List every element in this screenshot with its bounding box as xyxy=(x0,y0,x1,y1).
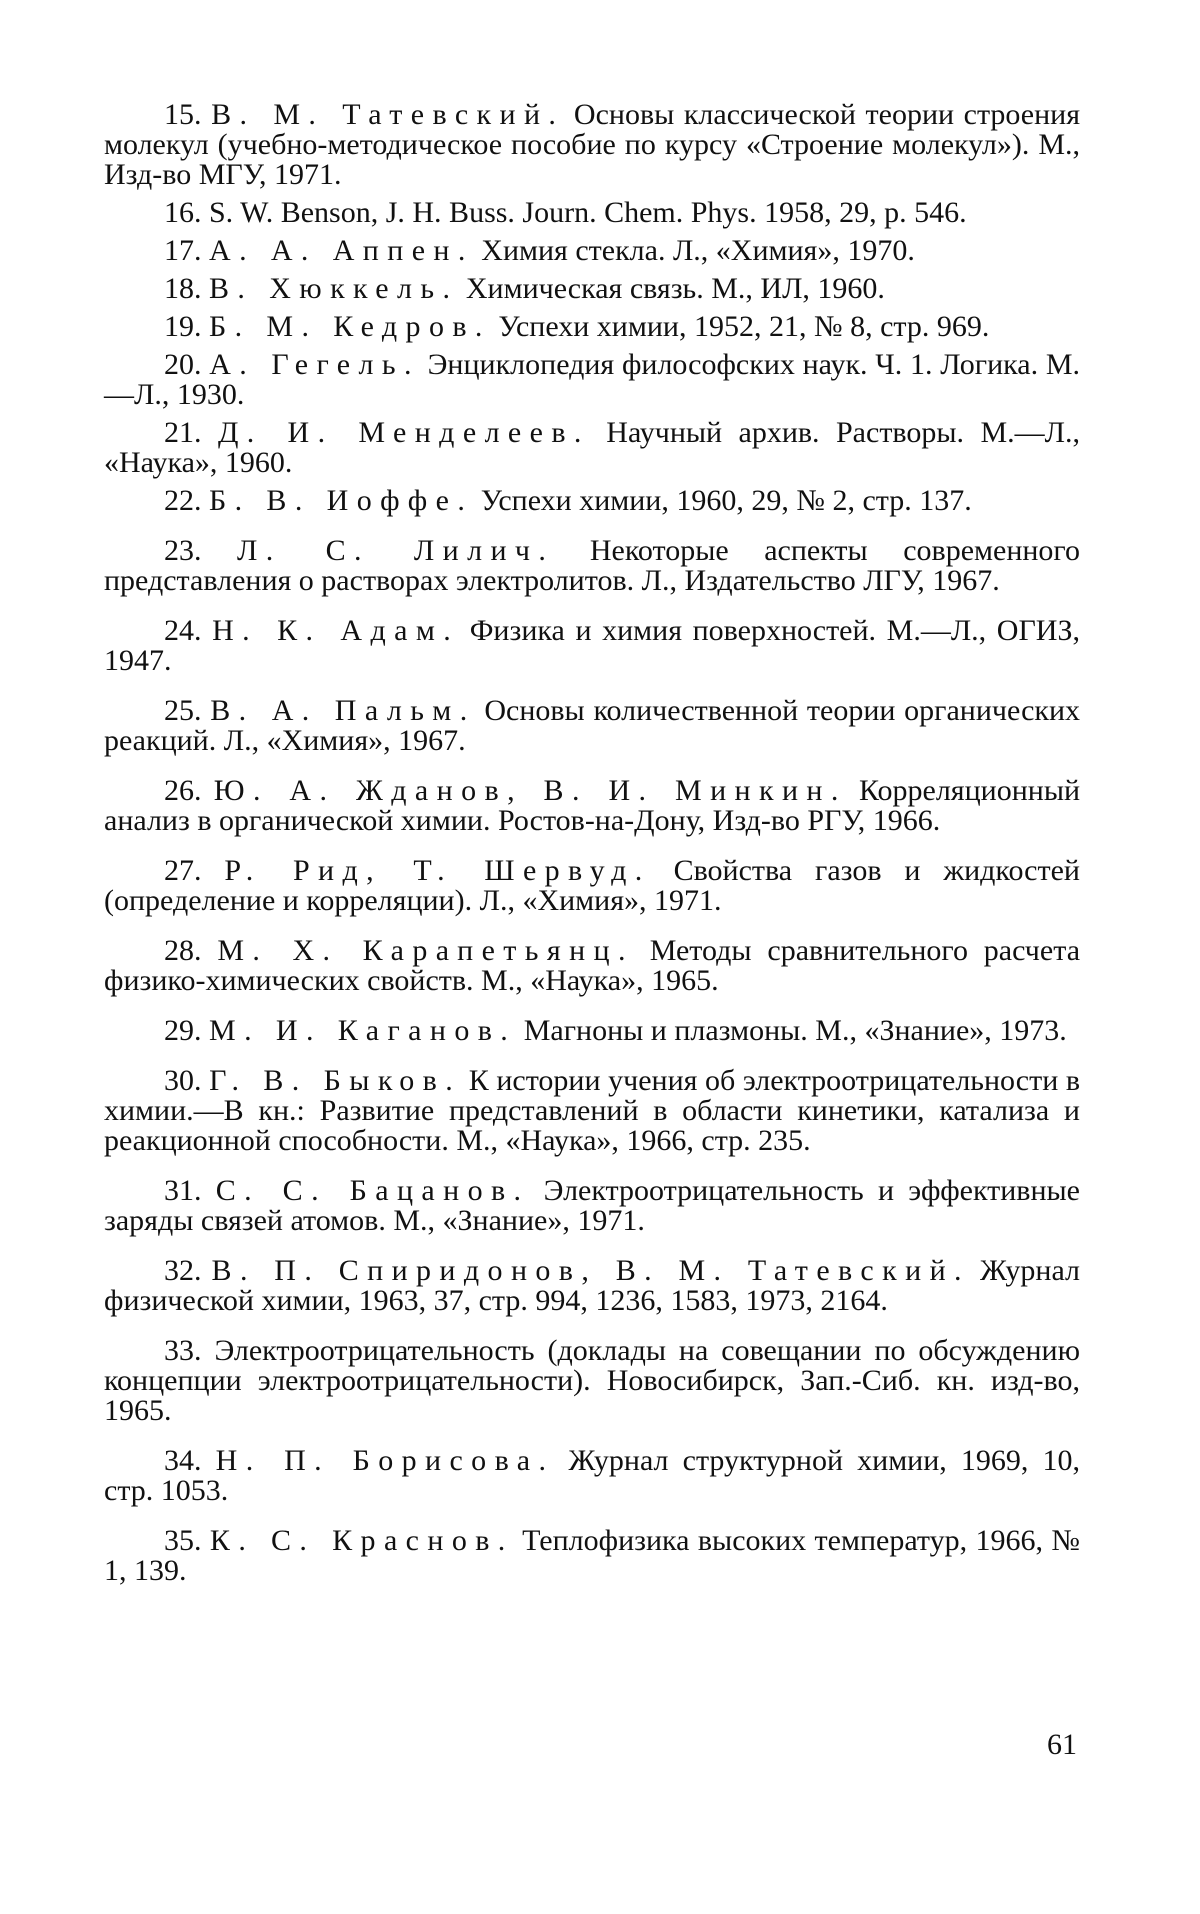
reference-number: 19. xyxy=(164,310,202,343)
reference-number: 17. xyxy=(164,234,202,267)
reference-number: 18. xyxy=(164,272,202,305)
reference-author: С. С. Бацанов. xyxy=(215,1174,530,1207)
reference-author: М. Х. Карапетьянц. xyxy=(217,934,634,967)
reference-number: 30. xyxy=(164,1064,202,1097)
reference-author: Г. В. Быков. xyxy=(209,1064,462,1097)
reference-item xyxy=(104,1016,1080,1046)
reference-item xyxy=(104,198,1080,228)
reference-author: К. С. Краснов. xyxy=(209,1524,514,1557)
reference-item xyxy=(104,696,1080,756)
reference-item xyxy=(104,1066,1080,1156)
reference-item xyxy=(104,536,1080,596)
reference-number: 33. xyxy=(164,1334,202,1367)
reference-author: Л. С. Лилич. xyxy=(237,534,555,567)
reference-text: Химическая связь. М., ИЛ, 1960. xyxy=(465,272,885,305)
reference-item xyxy=(104,1256,1080,1316)
reference-number: 20. xyxy=(164,348,202,381)
reference-item xyxy=(104,274,1080,304)
reference-text: J. H. Buss. Journ. Chem. Phys. 1958, 29, p. 546. xyxy=(385,196,967,229)
reference-author: Н. П. Борисова. xyxy=(215,1444,555,1477)
reference-text: Электроотрицательность и эффективные заряды связей атомов. М., «Знание», 1971. xyxy=(104,1174,1080,1237)
reference-number: 35. xyxy=(164,1524,202,1557)
reference-item xyxy=(104,1336,1080,1426)
reference-item xyxy=(104,312,1080,342)
reference-item xyxy=(104,100,1080,190)
reference-text: Успехи химии, 1960, 29, № 2, стр. 137. xyxy=(480,484,972,517)
reference-item xyxy=(104,856,1080,916)
reference-author: S. W. Benson, xyxy=(209,196,379,229)
reference-author: А. А. Аппен. xyxy=(209,234,474,267)
reference-item xyxy=(104,1446,1080,1506)
reference-author: Д. И. Менделеев. xyxy=(217,416,590,449)
reference-author: В. П. Спиридонов, В. М. Татевский. xyxy=(211,1254,970,1287)
reference-text: Теплофизика высоких температур, 1966, № 1, 139. xyxy=(104,1524,1081,1587)
reference-text: Физика и химия поверхностей. М.—Л., ОГИЗ, 1947. xyxy=(104,614,1080,677)
reference-number: 23. xyxy=(164,534,202,567)
reference-number: 24. xyxy=(164,614,202,647)
reference-number: 25. xyxy=(164,694,202,727)
reference-number: 21. xyxy=(164,416,202,449)
reference-text: К истории учения об электроотрицательности в химии.—В кн.: Развитие представлений в области кинетики, катализа и реакционной способности. М., «Наука», 1966, стр. 235. xyxy=(104,1064,1081,1157)
reference-text: Журнал физической химии, 1963, 37, стр. 994, 1236, 1583, 1973, 2164. xyxy=(104,1254,1080,1317)
reference-number: 16. xyxy=(164,196,202,229)
reference-text: Научный архив. Растворы. М.—Л., «Наука», 1960. xyxy=(104,416,1080,479)
reference-number: 32. xyxy=(164,1254,202,1287)
reference-item xyxy=(104,236,1080,266)
reference-text: Свойства газов и жидкостей (определение и корреляции). Л., «Химия», 1971. xyxy=(104,854,1080,917)
reference-item xyxy=(104,776,1080,836)
reference-number: 26. xyxy=(164,774,202,807)
reference-text: Электроотрицательность (доклады на совещании по обсуждению концепции электроотрицательности). Новосибирск, Зап.-Сиб. кн. изд-во, 1965. xyxy=(104,1334,1080,1427)
reference-author: Ю. А. Жданов, В. И. Минкин. xyxy=(213,774,847,807)
page-number: 61 xyxy=(1047,1728,1077,1761)
reference-author: А. Гегель. xyxy=(209,348,420,381)
reference-number: 29. xyxy=(164,1014,202,1047)
reference-text: Магноны и плазмоны. М., «Знание», 1973. xyxy=(523,1014,1067,1047)
reference-author: Б. В. Иоффе. xyxy=(209,484,474,517)
reference-text: Методы сравнительного расчета физико-химических свойств. М., «Наука», 1965. xyxy=(104,934,1081,997)
reference-item xyxy=(104,486,1080,516)
reference-author: Р. Рид, Т. Шервуд. xyxy=(224,854,651,887)
reference-text: Энциклопедия философских наук. Ч. 1. Логика. М.—Л., 1930. xyxy=(104,348,1081,411)
reference-text: Основы количественной теории органических реакций. Л., «Химия», 1967. xyxy=(104,694,1081,757)
reference-item xyxy=(104,616,1080,676)
reference-author: Б. М. Кедров. xyxy=(209,310,491,343)
reference-list xyxy=(104,100,1080,1586)
reference-item xyxy=(104,936,1080,996)
reference-text: Успехи химии, 1952, 21, № 8, стр. 969. xyxy=(498,310,990,343)
reference-text: Некоторые аспекты современного представления о растворах электролитов. Л., Издательство ЛГУ, 1967. xyxy=(104,534,1080,597)
reference-text: Химия стекла. Л., «Химия», 1970. xyxy=(481,234,915,267)
reference-number: 22. xyxy=(164,484,202,517)
reference-author: М. И. Каганов. xyxy=(209,1014,517,1047)
reference-item xyxy=(104,418,1080,478)
reference-author: В. А. Пальм. xyxy=(210,694,476,727)
reference-text: Корреляционный анализ в органической химии. Ростов-на-Дону, Изд-во РГУ, 1966. xyxy=(104,774,1081,837)
reference-item xyxy=(104,350,1080,410)
reference-number: 15. xyxy=(164,98,202,131)
reference-author: Н. К. Адам. xyxy=(212,614,460,647)
reference-text: Основы классической теории строения молекул (учебно-методическое пособие по курсу «Строение молекул»). М., Изд-во МГУ, 1971. xyxy=(104,98,1081,191)
reference-number: 34. xyxy=(164,1444,202,1477)
reference-item xyxy=(104,1526,1080,1586)
reference-number: 31. xyxy=(164,1174,202,1207)
reference-author: В. М. Татевский. xyxy=(211,98,565,131)
reference-item xyxy=(104,1176,1080,1236)
reference-author: В. Хюккель. xyxy=(209,272,459,305)
reference-number: 28. xyxy=(164,934,202,967)
reference-text: Журнал структурной химии, 1969, 10, стр. 1053. xyxy=(104,1444,1081,1507)
reference-number: 27. xyxy=(164,854,202,887)
